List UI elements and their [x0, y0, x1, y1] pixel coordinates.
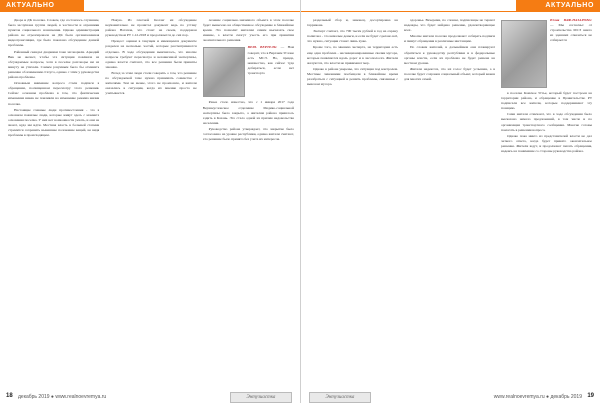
- column-3: [203, 18, 294, 387]
- paragraph: Жители надеются, что их голос будет услышан, а в поселке будет сохранен социальный объект, который важен для многих семей.: [404, 66, 495, 82]
- section-rubric: АКТУАЛЬНО: [516, 0, 600, 12]
- paragraph: Новую. Из плотной Коллег их обсуждение неуважительно не прочитал документ ведь по уставу района Вагапов, что стоит на своем, поддержан руководством РТ 1.12.2018 и продолжается до сих пор.: [105, 18, 197, 38]
- magazine-logo: Энтузиастка: [230, 392, 292, 403]
- column-1: [307, 18, 398, 387]
- portrait-photo: [501, 20, 547, 88]
- paragraph: Однако пока никто из представителей власти не дал четкого ответа, когда будет принято окончательное решение. Жители ждут, и продолжают писать обращения, надеясь на понимание со стороны руководства района.: [501, 133, 592, 154]
- issue-info: декабрь 2019 ● www.realnoevremya.ru: [18, 394, 107, 400]
- paragraph: Ранее стало известно, что с 1 января 2017 года Верхнеуслонское отделение Медико-социальной экспертизы было закрыто, а жителям района пришлось ездить в Казань. Это стало одной из причин недовольства населения.: [202, 100, 294, 125]
- column-3: [501, 18, 592, 387]
- column-2: [404, 18, 495, 387]
- paragraph: Основным внимание вопроса стали подписи в обращении, посвященном пересмотру этого решения. Сейчас основная проблема в том, что фактические изменения никак не повлияли на изменение режима жизни поселка.: [8, 81, 100, 106]
- caption-label: Юлия ВАФ-НАЗАРОВА:: [550, 18, 592, 22]
- magazine-logo: Энтузиастка: [309, 392, 371, 403]
- paragraph: Сами жители отмечают, что в ходе обсуждения было высказано немало предложений, в том числе и по организации транспортного сообщения. Многие готовы помогать в решении вопроса.: [501, 112, 592, 132]
- paragraph: Дворе и ДК поселка. Словом, где состоялось слушание, была заслушана группа людей, в частности и охранники пунктов социального назначения. Однако администрация района не отреагировала на ДК была организованная видеотрансляция, где было показано обсуждение данной проблемы.: [8, 18, 100, 48]
- portrait-photo: [203, 47, 245, 97]
- paragraph: лечение социально-значимого объекта в этом поселке будет вынесено на общественное обсуждение в ближайшее время. Это позволит жителям самим высказать свое мнение, а власти смогут учесть его при принятии окончательного решения.: [202, 18, 294, 43]
- paragraph: Руководство района утверждает, что закрытие было согласовано на уровне республики, однако жители считают, что решение было принято без учета их интересов.: [202, 126, 294, 142]
- column-2: [105, 18, 196, 387]
- paragraph: Многие жители поселка продолжают собирать подписи и пишут обращения в различные инстанции.: [404, 34, 495, 44]
- paragraph: в поселке Камское Устье, который будет построен на территории района, и обращение в Правительство РТ подписали все жители, которые поддерживают эту позицию.: [501, 91, 592, 111]
- paragraph: раздельный сбор и, наконец, досортировка на терриконе.: [307, 18, 398, 28]
- paragraph: Процесс оценки в текущем и имеющемся документе разделен на несколько частей, которые рассматриваются отдельно. В ходе обсуждения выяснилось, что многие вопросы требуют пересмотра и независимой экспертизы, однако власти считают, что все решения были приняты законно.: [105, 39, 197, 69]
- section-rubric: АКТУАЛЬНО: [0, 0, 84, 12]
- page-footer: [301, 389, 600, 403]
- paragraph: Эксперт считает, что 700 тысяч рублей в год на охрану полигона - это немалые деньги, и если не будет сделано всё, что нужно, ситуация станет лишь хуже.: [307, 29, 398, 44]
- caption-text: — Нам говорят, что в Верхнем Услоне есть МСЭ. Но, правда, неизвестно, как сейчас туда добираться, если нет транспорта: [247, 45, 294, 75]
- paragraph: Однако в районе уверены, что ситуация под контролем. Местные чиновники пообещали в ближайшее время разобраться с ситуацией и решить проблемы, связанные с вывозом мусора.: [307, 66, 398, 87]
- page-number: 19: [587, 393, 594, 399]
- issue-info: www.realnoevremya.ru ● декабрь 2019: [493, 394, 582, 400]
- right-page: [300, 0, 600, 403]
- paragraph: Настоящие главные люди противостояния - это в основном пожилые люди, которые живут здесь с момента основания поселка. У них нет возможности уехать, и они не знают, куда им идти. Местная власть в большей степени стремится сохранить нынешнее положение вещей, не видя проблемы в происходящем.: [8, 107, 100, 138]
- paragraph: Вслед за этим люди стали говорить о том, что решение по обсуждаемой теме нужно принимать совместно с жителями. Тем не менее, этого не произошло, и жители оказались в ситуации, когда их мнение просто не учитывается.: [105, 70, 197, 96]
- caption-text: — Мы согласны: от строительства МСЭ никто из здешних отказаться не собирается: [550, 23, 592, 43]
- text-columns: [8, 18, 294, 387]
- page-footer: [0, 389, 300, 403]
- text-columns: [307, 18, 592, 387]
- page-number: 18: [6, 393, 13, 399]
- paragraph: Кроме того, по мнению эксперта, на территории есть еще одна проблема - несанкционированные свалки мусора, которые появляются вдоль дорог и в лесополосах. Жители жалуются, что власти не принимают мер.: [307, 45, 398, 65]
- caption-label: ВЕРА ВЕРТЕЛЬ:: [247, 45, 278, 50]
- paragraph: Районный скандал дворники тоже заговорили. Аркадий Вик не желает, чтобы эта ситуация повлияла на обсуждаемые вопросы, хотя в поселке разговоры ни на минуту не утихали. Самым разумным было бы отменить решение об изменении статуса, однако с этим у руководства района проблемы.: [8, 49, 100, 80]
- paragraph: По словам жителей, в дальнейшем они планируют обратиться к руководству республики и в федеральные органы власти, если их проблема не будет решена на местном уровне.: [404, 45, 495, 65]
- paragraph: здоровье. Вечерами, по словам, подписанцы не теряют надежды, что будет найдено решение, удовлетворяющее всех.: [404, 18, 495, 33]
- column-1: [8, 18, 99, 387]
